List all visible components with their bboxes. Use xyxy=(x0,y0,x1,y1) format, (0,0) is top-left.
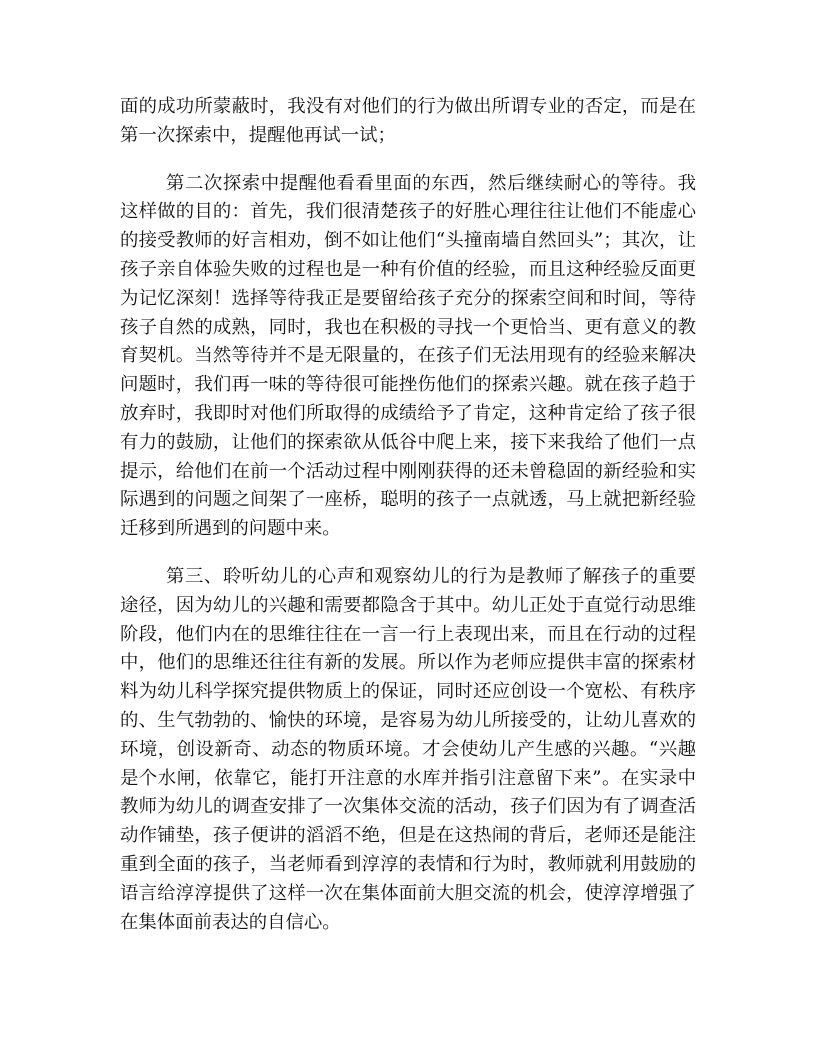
paragraph-third-point: 第三、聆听幼儿的心声和观察幼儿的行为是教师了解孩子的重要途径，因为幼儿的兴趣和需要都隐含于其中。幼儿正处于直觉行动思维阶段，他们内在的思维往往在一言一行上表现出来，而且在行动的过程中，他们的思维还往往有新的发展。所以作为老师应提供丰富的探索材料为幼儿科学探究提供物质上的保证，同时还应创设一个宽松、有秩序的、生气勃勃的、愉快的环境，是容易为幼儿所接受的，让幼儿喜欢的环境，创设新奇、动态的物质环境。才会使幼儿产生感的兴趣。“兴趣是个水闸，依靠它，能打开注意的水库并指引注意留下来”。在实录中教师为幼儿的调查安排了一次集体交流的活动，孩子们因为有了调查活动作铺垫，孩子便讲的滔滔不绝，但是在这热闹的背后，老师还是能注重到全面的孩子，当老师看到淳淳的表情和行为时，教师就利用鼓励的语言给淳淳提供了这样一次在集体面前大胆交流的机会，使淳淳增强了在集体面前表达的自信心。 xyxy=(120,565,696,933)
paragraph-second-exploration: 第二次探索中提醒他看看里面的东西，然后继续耐心的等待。我这样做的目的：首先，我们很清楚孩子的好胜心理往往让他们不能虚心的接受教师的好言相劝，倒不如让他们“头撞南墙自然回头”；其次，让孩子亲自体验失败的过程也是一种有价值的经验，而且这种经验反面更为记忆深刻！选择等待我正是要留给孩子充分的探索空间和时间，等待孩子自然的成熟，同时，我也在积极的寻找一个更恰当、更有意义的教育契机。当然等待并不是无限量的，在孩子们无法用现有的经验来解决问题时，我们再一味的等待很可能挫伤他们的探索兴趣。就在孩子趋于放弃时，我即时对他们所取得的成绩给予了肯定，这种肯定给了孩子很有力的鼓励，让他们的探索欲从低谷中爬上来，接下来我给了他们一点提示，给他们在前一个活动过程中刚刚获得的还未曾稳固的新经验和实际遇到的问题之间架了一座桥，聪明的孩子一点就透，马上就把新经验迁移到所遇到的问题中来。 xyxy=(120,172,696,540)
document-body xyxy=(120,93,696,937)
paragraph-continuation: 面的成功所蒙蔽时，我没有对他们的行为做出所谓专业的否定，而是在第一次探索中，提醒他再试一试； xyxy=(120,96,696,146)
